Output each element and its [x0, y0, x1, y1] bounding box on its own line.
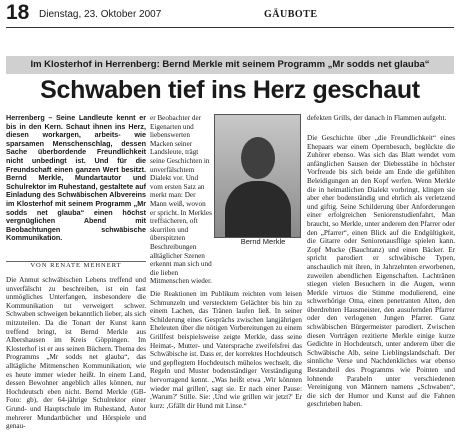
column-2-body	[150, 290, 302, 432]
photo-caption: Bernd Merkle	[240, 237, 286, 246]
column-3-body	[307, 134, 455, 432]
lead-paragraph	[6, 114, 146, 257]
newspaper-name: GÄUBOTE	[264, 9, 318, 20]
column-2-top	[150, 114, 212, 289]
lead-text: Herrenberg – Seine Landleute kennt er bis in den Kern. Schaut ihnen ins Herz, diesen workargen, arbeits- wie sparsamen Menschenschlag, dessen Sache überbordende Freundlichkeit nicht unbedingt ist. Und für die Freundschaft einen ganzen Wert besitzt. Bernd Merkle, Mundartautor und Schulrektor im Ruhestand, gestaltete auf Einladung des Schwäbischen Albvereins im Klosterhof mit seinem Programm „Mr sodds net glauba“ einen höchst vergnüglichen Abend mit Beobachtungen schwäbische Kommunikation.	[6, 114, 146, 243]
column-2-top-text: er Beobachter der Eigenarten und liebenswerten Macken seiner Landsleute, trägt seine Geschichten in unverfälschtem Dialekt vor. Und vom ersten Satz an merkt man: Der Mann weiß, wovon er spricht. In Merkles treffsicheren, oft skurrilen und überspitzten Beschreibungen alltäglicher Szenen erkennt man sich und die lieben Mitmenschen wieder.	[150, 114, 212, 286]
page-number: 18	[6, 1, 30, 24]
column-3-top	[307, 114, 455, 131]
page-header	[6, 2, 454, 26]
photo-head	[241, 137, 275, 179]
column-1-body	[6, 276, 146, 432]
photo-body	[225, 181, 291, 237]
headline: Schwaben tief ins Herz geschaut	[40, 76, 420, 104]
author-byline: VON RENATE MEHNERT	[30, 262, 122, 269]
header-rule	[6, 27, 454, 28]
kicker: Im Klosterhof in Herrenberg: Bernd Merkle mit seinem Programm „Mr sodds net glauba“	[6, 56, 454, 74]
column-2-text: Die Reaktionen im Publikum reichten vom leisen Schmunzeln und verstecktem Gelächter bis hin zu einem Lachen, das Tränen laufen ließ. In seiner Schilderung eines Gesprächs zwischen langjährigen Eheleuten über die nötigen Vorbereitungen zu einem Grillfest beispielsweise zeigte Merkle, dass seine Heimat-, Mutter- und Vatersprache zweifelsfrei das Schwäbische ist. Dass er, der korrektes Hochdeutsch und gepflegtem Hochdeutsch mühelos wechselt, die Regeln und Muster bodenständiger Verständigung hervorragend kennt. „Was heißt etwa ,Wir könnten wieder mal grillen', sagt sie. Er nach einer Pause: ,Warum?' Stille. Sie: ,Und wie grillen wir jetzt?' Er kurz: ,Gfällt dir Hund mit Linse.“	[150, 290, 302, 410]
column-1-text: Die Anmut schwäbischen Lebens treffend und unverfälscht zu beschreiben, ist ein fast unmögliches Unterfangen, insbesondere die Kommunikation tut verweigert schwer. Schwaben schweigen bekanntlich lieber, als sich mitzuteilen. Da die Tonart der Kunst kann treffend bringt, ist Bernd Merkle aus Albershausen im Kreis Göppingen. Im Klosterhof ist er aus seinen Büchern. Thema des Programms „Mr sodds net glauba“, das alltägliche Mitmenschen Kommunikation, wie es heute immer wieder heißt. In einem Land, dessen Bewohner angeblich alles können, nur Hochdeutsch eben nicht. Bernd Merkle (GB-Foto: gb), der 64-jährige Schulrektor einer Grund- und Hauptschule im Ruhestand, Autor mehrerer Mundartbücher und Hörspiele und genau-	[6, 276, 146, 431]
column-3-top-text: defekten Grills, der danach in Flammen aufgeht.	[307, 114, 447, 122]
portrait-photo	[214, 114, 301, 238]
issue-date: Dienstag, 23. Oktober 2007	[39, 9, 162, 20]
column-3-text: Die Geschichte über „die Freundlichkeit“ eines Ehepaars war einem Opernbesuch, beglückte die Zuhörer ebenso. Was sich das Blatt wendet vom anfänglichen Sausen der Diebesstäbe in höchster Vorfreude bis sich beide am Ende die gefühlten Beleidigungen an den Kopf werfen. Wenn Merkle die in heimatlichen Dialekt vorbringt, klingen sie aber eher bodenständig und ehrlich als verletzend und giftig. Seine Schilderung über Anforderungen einer erfolgreichen Seniorenstudienfahrt, Man braucht, so Merkle, unter anderem den Pfarrer oder den „Pfarrer“, einen Blick auf die Endgültigkeit, die Gitarre oder Seniorenausflüge spielen kann. Zopf Mucke (Bauchtanz) und einen Bäcker. Er spricht parodiert er schwäbische Typen, anschaulich mit ihren, in Jahrzehnten erworbenen, zuweilen abendlichen Eigenschaften. Lachtränen stiegen vielen Besuchern in die Augen, wenn Merkle virtuos die Stimme modulierend, eine schwerhörige Oma, einen penetranten Alten, den überdrehten Hausmeister, den ausufernden Pfarrer oder den verlogenen Jungen Pfarrer. Ganz schwäbischen Bürgermeister parodiert. Zwischen diesen Vorträgen rezitierte Merkle einige kurze Gedichte in Hochdeutsch, unter anderem über die Schwäbische Alb, seine Lieblingslandschaft. Der sinnliche Verse und Nachdenkliches war ebenso Bestandteil des Programms wie Pointen und lohnende Parabeln unter verschiedenen Vereinigung von Männern namens „Schwaben“, die sich der Humor und Kunst auf die Fahnen geschrieben haben.	[307, 134, 455, 409]
